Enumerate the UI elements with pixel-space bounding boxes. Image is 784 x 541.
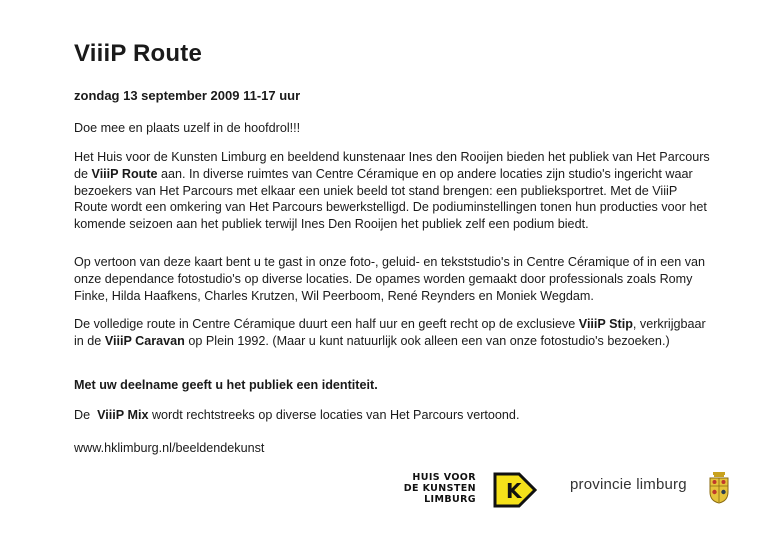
statement-text: Met uw deelname geeft u het publiek een identiteit. [74,378,378,392]
hk-line-1: HUIS VOOR [412,472,476,483]
k-arrow-icon [493,472,537,508]
page-title: ViiiP Route [74,40,203,67]
stip-text-e: op Plein 1992. (Maar u kunt natuurlijk ook alleen een van onze fotostudio's bezoeken.) [184,333,670,348]
mix-text-c: wordt rechtstreeks op diverse locaties van Het Parcours vertoond. [148,408,520,422]
hk-line-3: LIMBURG [424,494,476,505]
hk-logo-text [398,472,476,505]
paragraph-studios: Op vertoon van deze kaart bent u te gast in onze foto-, geluid- en tekststudio's in Centre Céramique of in een van onze dependance fotostudio's op diverse locaties. De opames worden gemaakt door professionals zoals Romy Finke, Hilda Haafkens, Charles Krutzen, Wil Peerboom, René Reynders en Moniek Wegdam. [74,255,706,303]
website-link[interactable]: www.hklimburg.nl/beeldendekunst [74,441,265,455]
event-date: zondag 13 september 2009 11-17 uur [74,88,301,103]
route-text-a: Het Huis voor de Kunsten Limburg en beeldend kunstenaar Ines den Rooijen bieden het publiek van Het Parcours de [74,150,710,181]
route-name: ViiiP Route [91,166,158,181]
intro-text: Doe mee en plaats uzelf in de hoofdrol!!! [74,121,301,135]
province-crest-icon [708,472,730,504]
k-letter: K [506,479,522,503]
stip-text-c: , verkrijgbaar in de [74,317,706,348]
huis-voor-de-kunsten-logo [398,472,538,508]
paragraph-stip [74,316,714,350]
mix-text-a: De [74,408,98,422]
route-text-c: aan. In diverse ruimtes van Centre Céramique en op andere locaties zijn studio's ingericht waar bezoekers van Het Parcours met elkaar een uniek beeld tot stand brengen: een publieksportret. Met de ViiiP Route wordt een omkering van Het Parcours bewerkstelligd. De podiuminstellingen tonen hun producties voor het komende seizoen aan het publiek terwijl Ines Den Rooijen het publiek zelf een podium biedt. [74,166,707,232]
hk-line-2: DE KUNSTEN [403,483,476,494]
caravan-name: ViiiP Caravan [104,333,185,348]
provincie-limburg-text: provincie limburg [570,476,687,493]
stip-name: ViiiP Stip [578,317,633,331]
paragraph-mix [74,407,714,424]
stip-text-a: De volledige route in Centre Céramique duurt een half uur en geeft recht op de exclusieve [74,317,579,331]
mix-name: ViiiP Mix [97,408,149,422]
paragraph-route [74,149,714,233]
